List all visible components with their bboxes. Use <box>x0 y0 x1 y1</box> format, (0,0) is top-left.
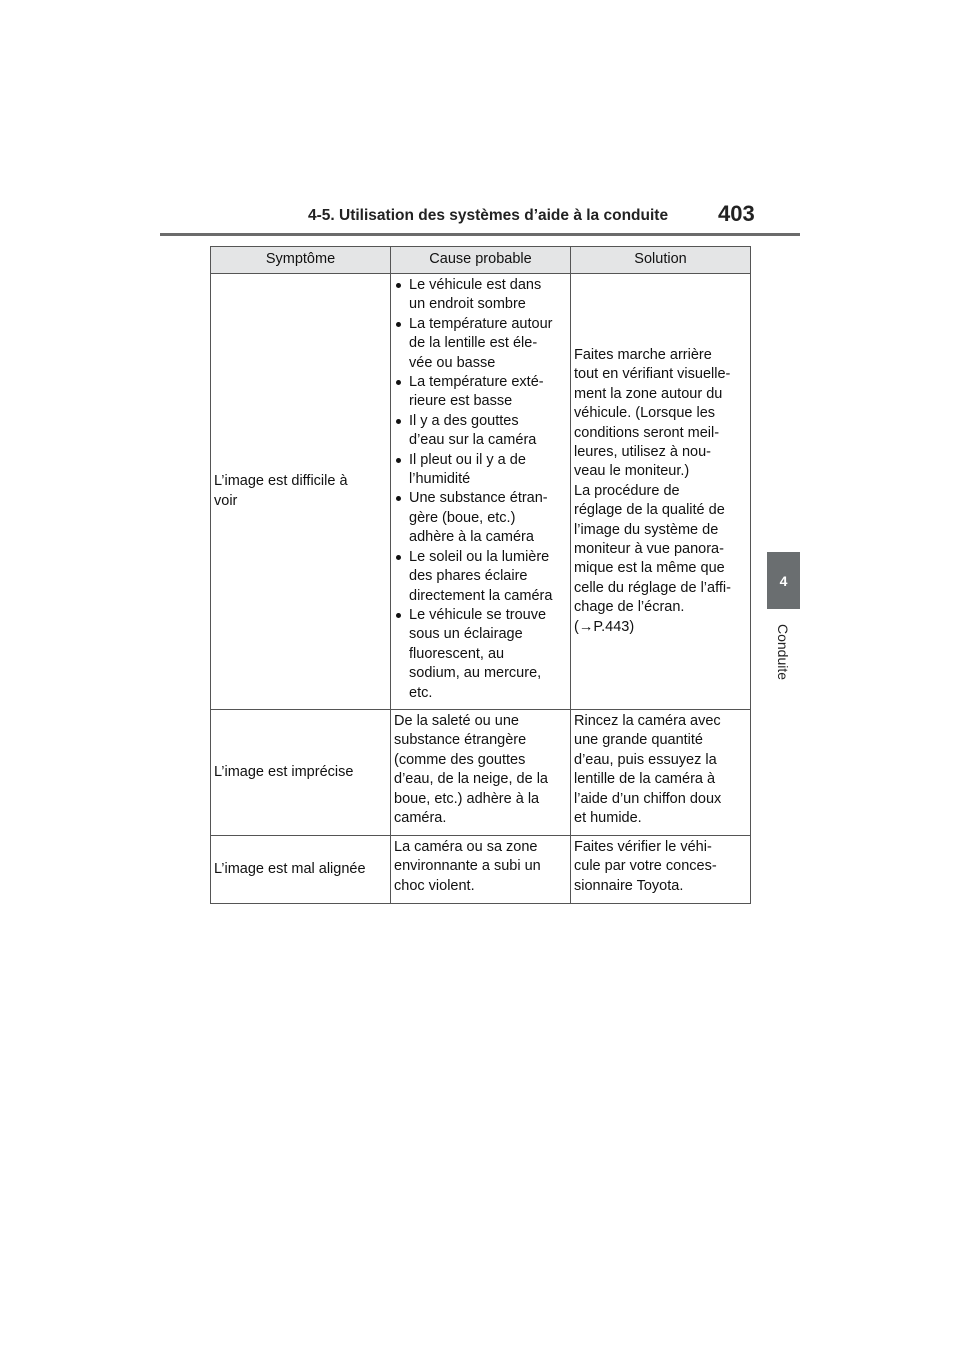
table-row <box>211 836 751 904</box>
cause-item: Il y a des gouttes d’eau sur la caméra <box>394 412 570 451</box>
cause-item: La température exté- rieure est basse <box>394 373 570 412</box>
table-row <box>211 274 751 710</box>
table-header-row <box>211 247 751 274</box>
symptom-cell: L’image est mal alignée <box>211 836 391 904</box>
column-header-symptom: Symptôme <box>211 247 391 274</box>
cause-cell: La caméra ou sa zone environnante a subi un choc violent. <box>391 836 571 904</box>
table-row <box>211 710 751 836</box>
cause-list <box>394 276 570 703</box>
cause-item: Il pleut ou il y a de l’humidité <box>394 451 570 490</box>
header-divider <box>160 233 800 236</box>
column-header-cause: Cause probable <box>391 247 571 274</box>
cause-item: La température autour de la lentille est éle- vée ou basse <box>394 315 570 373</box>
cause-cell <box>391 274 571 710</box>
cause-item: Le véhicule se trouve sous un éclairage fluorescent, au sodium, au mercure, etc. <box>394 606 570 703</box>
cause-item: Le soleil ou la lumière des phares éclaire directement la caméra <box>394 548 570 606</box>
solution-cell: Rincez la caméra avec une grande quantité d’eau, puis essuyez la lentille de la caméra à l’aide d’un chiffon doux et humide. <box>571 710 751 836</box>
page-number: 403 <box>718 201 755 226</box>
chapter-number: 4 <box>779 572 788 589</box>
cause-item: Le véhicule est dans un endroit sombre <box>394 276 570 315</box>
symptom-cell: L’image est imprécise <box>211 710 391 836</box>
chapter-label: Conduite <box>775 623 791 681</box>
cause-item: Une substance étran- gère (boue, etc.) adhère à la caméra <box>394 489 570 547</box>
chapter-tab <box>767 552 800 609</box>
cause-cell: De la saleté ou une substance étrangère (comme des gouttes d’eau, de la neige, de la boue, etc.) adhère à la caméra. <box>391 710 571 836</box>
section-title: 4-5. Utilisation des systèmes d’aide à la conduite <box>308 207 669 224</box>
solution-cell: Faites marche arrière tout en vérifiant visuelle- ment la zone autour du véhicule. (Lorsque les conditions seront meil- leures, utilisez à nou- veau le moniteur.) La procédure de réglage de la qualité de l’image du système de moniteur à vue panora- mique est la même que celle du réglage de l’affi- chage de l’écran. (→P.443) <box>571 274 751 710</box>
column-header-solution: Solution <box>571 247 751 274</box>
troubleshooting-table <box>210 246 751 904</box>
symptom-cell: L’image est difficile à voir <box>211 274 391 710</box>
solution-cell: Faites vérifier le véhi- cule par votre conces- sionnaire Toyota. <box>571 836 751 904</box>
